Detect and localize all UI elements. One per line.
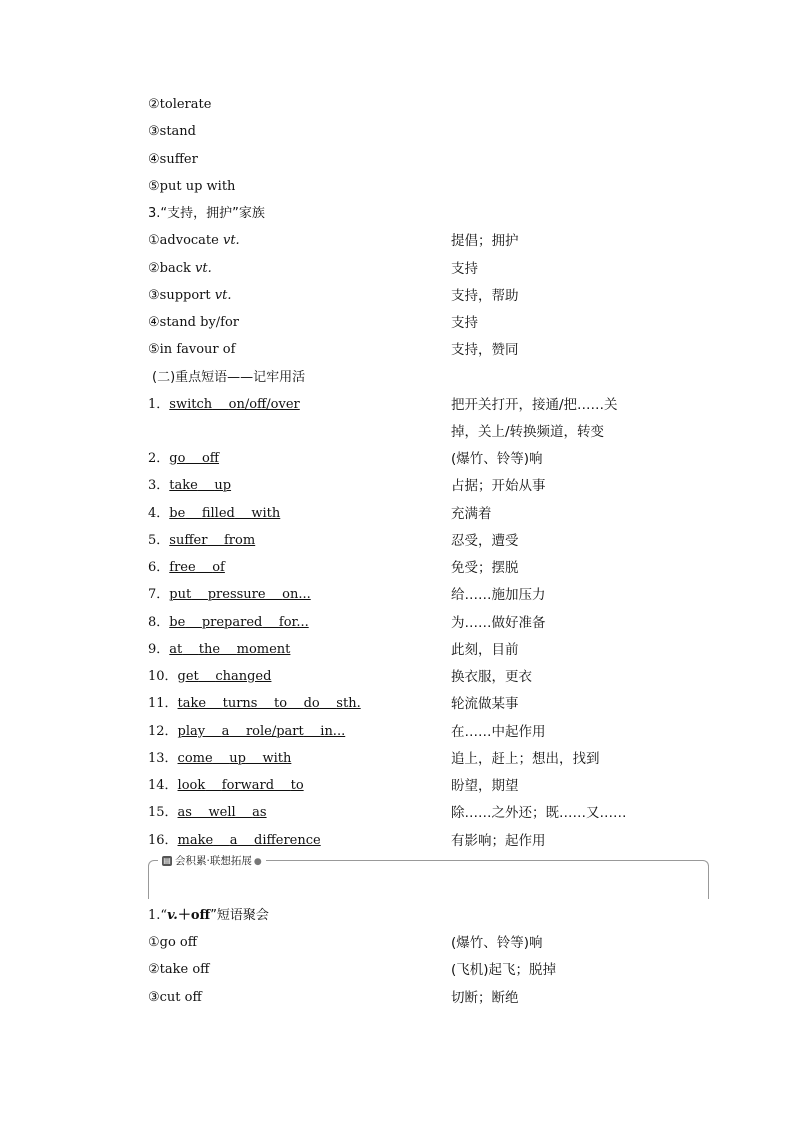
phrase-meaning: 把开关打开，接通/把……关 [451,397,618,413]
phrase-answer [178,724,346,739]
phrase-answer [178,669,272,684]
phrase-answer [169,560,225,575]
phrase-item [148,585,311,605]
phrase-word: to [290,778,304,793]
phrase-answer [169,478,231,493]
phrase-word: make [177,833,214,848]
phrase-number: 12． [148,724,178,739]
phrase-word: as [177,805,192,820]
phrase-word: be [169,615,186,630]
section-heading: (二)重点短语——记牢用活 [152,370,306,385]
vocab-meaning: 支持，帮助 [451,288,519,304]
phrase-word: prepared [201,615,263,630]
phrase-word: up [229,751,246,766]
phrase-item [148,831,321,851]
list-item: ⑤put up with [148,179,236,194]
phrase-word: the [198,642,221,657]
list-item: ③stand [148,124,196,139]
phrase-item [148,613,309,633]
phrase-word: switch [169,397,213,412]
phrase-meaning: 有影响；起作用 [451,833,546,849]
phrase-item [148,476,231,496]
phrase-number: 14． [148,778,178,793]
expand-box-title: 会积累·联想拓展 [175,855,252,867]
phrase-number: 4． [148,506,170,521]
part-of-speech: vt. [222,233,240,248]
phrase-meaning: 免受；摆脱 [451,560,519,576]
part-of-speech: vt. [214,288,232,303]
vocab-item: ③cut off [148,990,202,1005]
phrase-meaning: 忍受，遭受 [451,533,519,549]
vocab-word: ③support [148,288,215,303]
phrase-number: 11． [148,696,178,711]
vocab-meaning: 切断；断绝 [451,990,519,1006]
phrase-word: play [177,724,206,739]
vocab-word: ⑤in favour of [148,342,236,357]
vocab-word: ④stand by/for [148,315,240,330]
phrase-answer [169,615,308,630]
phrase-answer [178,833,321,848]
list-item: ②tolerate [148,97,212,112]
vocab-item [148,286,231,306]
phrase-word: filled [201,506,235,521]
list-item: ④suffer [148,152,198,167]
expand-box-label [158,853,266,870]
phrase-meaning: 除……之外还；既……又…… [451,805,627,821]
phrase-answer [178,778,304,793]
phrase-word: up [214,478,232,493]
phrase-meaning: 换衣服，更衣 [451,669,532,685]
phrase-word: moment [236,642,291,657]
phrase-answer [178,805,267,820]
phrase-answer [169,451,219,466]
phrase-meaning: 盼望，期望 [451,778,519,794]
phrase-meaning: 在……中起作用 [451,724,546,740]
phrase-word: on... [282,587,311,602]
notebook-icon: ▤ [163,856,171,865]
phrase-word: pressure [207,587,266,602]
phrase-word: from [224,533,256,548]
phrase-meaning: 此刻，目前 [451,642,519,658]
heading-prefix: 1.“ [148,908,168,923]
vocab-item [148,340,235,360]
phrase-word: changed [215,669,272,684]
phrase-word: to [274,696,288,711]
vocab-meaning: 支持 [451,315,478,331]
vocab-word: ①advocate [148,233,223,248]
phrase-word: for... [278,615,309,630]
phrase-number: 10． [148,669,178,684]
phrase-item [148,531,255,551]
phrase-word: with [251,506,281,521]
phrase-word: turns [222,696,258,711]
phrase-number: 9． [148,642,170,657]
phrase-word: difference [254,833,321,848]
phrase-number: 5． [148,533,170,548]
vocab-item [148,231,240,251]
phrase-number: 2． [148,451,170,466]
phrase-word: get [177,669,199,684]
phrase-meaning: 给……施加压力 [451,587,546,603]
phrase-word: go [169,451,186,466]
phrase-answer [169,642,290,657]
phrase-word: do [303,696,320,711]
phrase-item [148,776,304,796]
phrase-word: take [169,478,198,493]
vocab-item: ②take off [148,962,210,977]
phrase-item [148,694,361,714]
phrase-answer [178,696,361,711]
vocab-meaning: (爆竹、铃等)响 [451,935,543,951]
phrase-word: sth. [336,696,361,711]
phrase-item [148,722,345,742]
phrase-word: a [221,724,230,739]
phrase-answer [169,587,310,602]
phrase-meaning: 充满着 [451,506,492,522]
phrase-word: free [169,560,196,575]
vocab-item [148,313,239,333]
phrase-word: in... [320,724,346,739]
phrase-word: well [208,805,236,820]
phrase-number: 6． [148,560,170,575]
phrase-word: as [252,805,267,820]
phrase-number: 13． [148,751,178,766]
dot-icon: ● [253,857,262,867]
phrase-item [148,803,267,823]
phrase-number: 7． [148,587,170,602]
part-of-speech: vt. [195,261,212,276]
phrase-word: forward [221,778,275,793]
phrase-item [148,504,280,524]
phrase-word: on/off/over [228,397,300,412]
phrase-item [148,749,291,769]
phrase-word: with [262,751,292,766]
phrase-word: at [169,642,183,657]
section-heading: 3.“支持，拥护”家族 [148,206,265,221]
heading-suffix: ”短语聚会 [210,908,269,923]
phrase-number: 15． [148,805,178,820]
phrase-word: off [201,451,220,466]
phrase-word: suffer [169,533,208,548]
phrase-number: 1． [148,397,170,412]
phrase-meaning: 追上，赶上；想出，找到 [451,751,600,767]
phrase-number: 8． [148,615,170,630]
phrase-item [148,640,290,660]
vocab-meaning: 提倡；拥护 [451,233,519,249]
phrase-word: look [177,778,206,793]
phrase-word: be [169,506,186,521]
vocab-meaning: 支持 [451,261,478,277]
phrase-word: of [212,560,225,575]
phrase-meaning-continued: 掉，关上/转换频道，转变 [451,424,605,440]
section-heading [148,906,269,926]
phrase-word: come [177,751,213,766]
phrase-meaning: (爆竹、铃等)响 [451,451,543,467]
phrase-word: a [229,833,238,848]
vocab-meaning: 支持，赞同 [451,342,519,358]
phrase-word: take [177,696,207,711]
phrase-item [148,558,225,578]
phrase-answer [169,506,280,521]
phrase-item [148,667,271,687]
phrase-word: put [169,587,192,602]
phrase-answer [169,533,255,548]
phrase-number: 16． [148,833,178,848]
heading-off: ＋off [177,908,211,923]
phrase-answer [178,751,292,766]
vocab-word: ②back [148,261,196,276]
phrase-meaning: 占据；开始从事 [451,478,546,494]
phrase-item [148,449,219,469]
heading-v: v. [167,908,178,923]
vocab-item: ①go off [148,935,197,950]
phrase-meaning: 为……做好准备 [451,615,546,631]
vocab-item [148,259,212,279]
phrase-answer [169,397,299,412]
phrase-word: role/part [245,724,304,739]
phrase-meaning: 轮流做某事 [451,696,519,712]
phrase-item [148,395,300,415]
vocab-meaning: (飞机)起飞；脱掉 [451,962,557,978]
phrase-number: 3． [148,478,170,493]
